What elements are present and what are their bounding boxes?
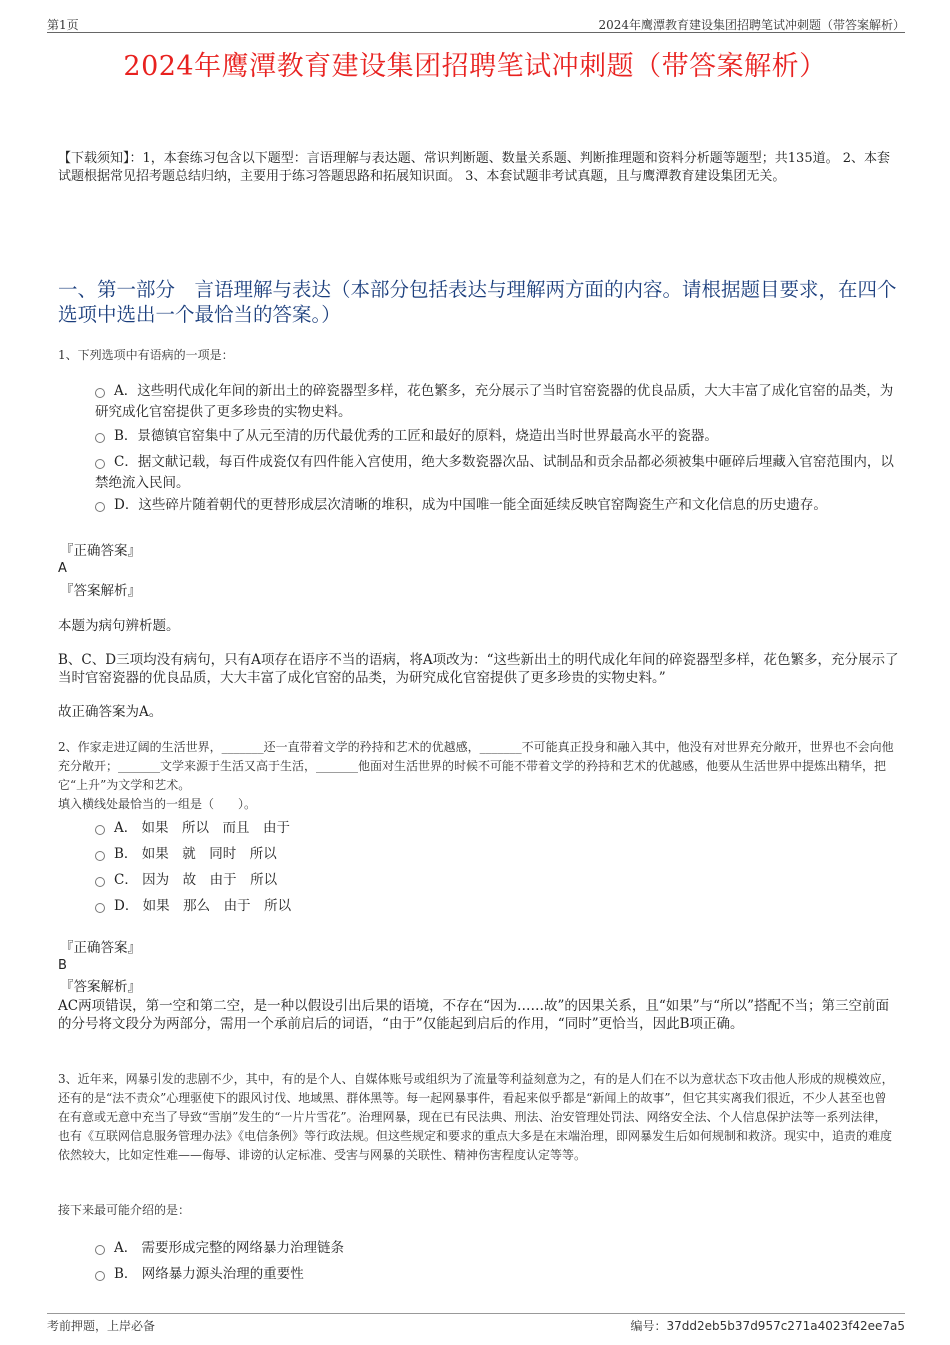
footer-code <box>631 1317 905 1334</box>
question-2-answer-label: 『正确答案』 <box>60 940 141 956</box>
question-1-analysis-label: 『答案解析』 <box>60 583 141 599</box>
option-text: A． 如果 所以 而且 由于 <box>114 820 291 836</box>
question-2-answer: B <box>58 958 67 973</box>
page-title: 2024年鹰潭教育建设集团招聘笔试冲刺题（带答案解析） <box>123 51 827 82</box>
footer-slogan: 考前押题，上岸必备 <box>47 1319 156 1333</box>
page-number: 第1页 <box>47 18 79 32</box>
question-1-answer: A <box>58 561 67 576</box>
question-1-answer-label: 『正确答案』 <box>60 543 141 559</box>
radio-icon[interactable] <box>95 502 105 512</box>
question-1-option-a[interactable] <box>95 381 895 423</box>
radio-icon[interactable] <box>95 851 105 861</box>
radio-icon[interactable] <box>95 459 105 469</box>
option-text: B． 网络暴力源头治理的重要性 <box>114 1266 304 1282</box>
question-3-prompt: 接下来最可能介绍的是： <box>58 1203 191 1217</box>
footer-code-label: 编号： <box>630 1319 667 1333</box>
radio-icon[interactable] <box>95 388 105 398</box>
radio-icon[interactable] <box>95 877 105 887</box>
question-2-stem: 2、作家走进辽阔的生活世界，_______还一直带着文学的矜持和艺术的优越感，_______不可能真正投身和融入其中，他没有对世界充分敞开，世界也不会向他充分敞开；_______文学来源于生活又高于生活，_______他面对生活世界的时候不可能不带着文学的矜持和艺术的优越感，他要从生活世界中提炼出精华，把它“上升”为文学和艺术。 <box>58 740 894 792</box>
radio-icon[interactable] <box>95 1245 105 1255</box>
question-1-option-c[interactable] <box>95 452 895 494</box>
radio-icon[interactable] <box>95 1271 105 1281</box>
footer-code-value: 37dd2eb5b37d957c271a4023f42ee7a5 <box>666 1319 905 1333</box>
option-text: A．这些明代成化年间的新出土的碎瓷器型多样，花色繁多，充分展示了当时官窑瓷器的优良品质，大大丰富了成化官窑的品类，为研究成化官窑提供了更多珍贵的实物史料。 <box>95 383 894 420</box>
question-2-analysis: AC两项错误，第一空和第二空，是一种以假设引出后果的语境，不存在“因为……故”的因果关系，且“如果”与“所以”搭配不当；第三空前面的分号将文段分为两部分，需用一个承前启后的词语，“由于”仅能起到启后的作用，“同时”更恰当，因此B项正确。 <box>58 998 889 1032</box>
question-1-analysis-intro: 本题为病句辨析题。 <box>58 618 180 634</box>
option-text: D．这些碎片随着朝代的更替形成层次清晰的堆积，成为中国唯一能全面延续反映官窑陶瓷生产和文化信息的历史遗存。 <box>114 497 827 513</box>
download-notice: 【下载须知】：1，本套练习包含以下题型：言语理解与表达题、常识判断题、数量关系题、判断推理题和资料分析题等题型；共135道。 2、本套试题根据常见招考题总结归纳，主要用于练习答题思路和拓展知识面。 3、本套试题非考试真题，且与鹰潭教育建设集团无关。 <box>58 151 890 184</box>
radio-icon[interactable] <box>95 825 105 835</box>
question-1-option-b[interactable] <box>95 426 895 447</box>
page-header <box>47 14 905 33</box>
header-doc-title: 2024年鹰潭教育建设集团招聘笔试冲刺题（带答案解析） <box>598 18 905 32</box>
question-3-stem: 3、近年来，网暴引发的悲剧不少，其中，有的是个人、自媒体账号或组织为了流量等利益刻意为之，有的是人们在不以为意状态下攻击他人形成的规模效应，还有的是“法不责众”心理驱使下的跟风讨伐、地域黑、群体黑等。每一起网暴事件，看起来似乎都是“新闻上的故事”，但它其实离我们很近，不少人甚至也曾在有意或无意中充当了导致“雪崩”发生的“一片片雪花”。治理网暴，现在已有民法典、刑法、治安管理处罚法、网络安全法、个人信息保护法等一系列法律，也有《互联网信息服务管理办法》《电信条例》等行政法规。但这些规定和要求的重点大多是在末端治理，即网暴发生后如何规制和救济。现实中，追责的难度依然较大，比如定性难——侮辱、诽谤的认定标准、受害与网暴的关联性、精神伤害程度认定等等。 <box>58 1072 894 1162</box>
option-text: B． 如果 就 同时 所以 <box>114 846 277 862</box>
question-2-option-c[interactable] <box>95 870 895 891</box>
question-2-option-b[interactable] <box>95 844 895 865</box>
section-title: 一、第一部分 言语理解与表达（本部分包括表达与理解两方面的内容。请根据题目要求，在四个选项中选出一个最恰当的答案。） <box>58 278 897 326</box>
question-1-option-d[interactable] <box>95 495 895 516</box>
question-2-option-a[interactable] <box>95 818 895 839</box>
radio-icon[interactable] <box>95 903 105 913</box>
option-text: C． 因为 故 由于 所以 <box>114 872 278 888</box>
question-1-analysis-body: B、C、D三项均没有病句，只有A项存在语序不当的语病，将A项改为：“这些新出土的明代成化年间的碎瓷器型多样，花色繁多，充分展示了当时官窑瓷器的优良品质，大大丰富了成化官窑的品类，为研究成化官窑提供了更多珍贵的实物史料。” <box>58 652 899 686</box>
question-3-option-a[interactable] <box>95 1238 895 1259</box>
option-text: C．据文献记载，每百件成瓷仅有四件能入宫使用，绝大多数瓷器次品、试制品和贡余品都必须被集中砸碎后埋藏入官窑范围内，以禁绝流入民间。 <box>95 454 894 491</box>
question-3-option-b[interactable] <box>95 1264 895 1285</box>
page-footer <box>47 1313 905 1334</box>
radio-icon[interactable] <box>95 433 105 443</box>
option-text: A． 需要形成完整的网络暴力治理链条 <box>114 1240 345 1256</box>
question-2-option-d[interactable] <box>95 896 895 917</box>
question-1-stem: 1、下列选项中有语病的一项是： <box>58 348 234 362</box>
question-2-prompt: 填入横线处最恰当的一组是（ ）。 <box>58 797 257 811</box>
option-text: B．景德镇官窑集中了从元至清的历代最优秀的工匠和最好的原料，烧造出当时世界最高水平的瓷器。 <box>114 428 718 444</box>
question-2-analysis-label: 『答案解析』 <box>60 979 141 995</box>
option-text: D． 如果 那么 由于 所以 <box>114 898 292 914</box>
question-1-analysis-conclusion: 故正确答案为A。 <box>58 704 163 720</box>
